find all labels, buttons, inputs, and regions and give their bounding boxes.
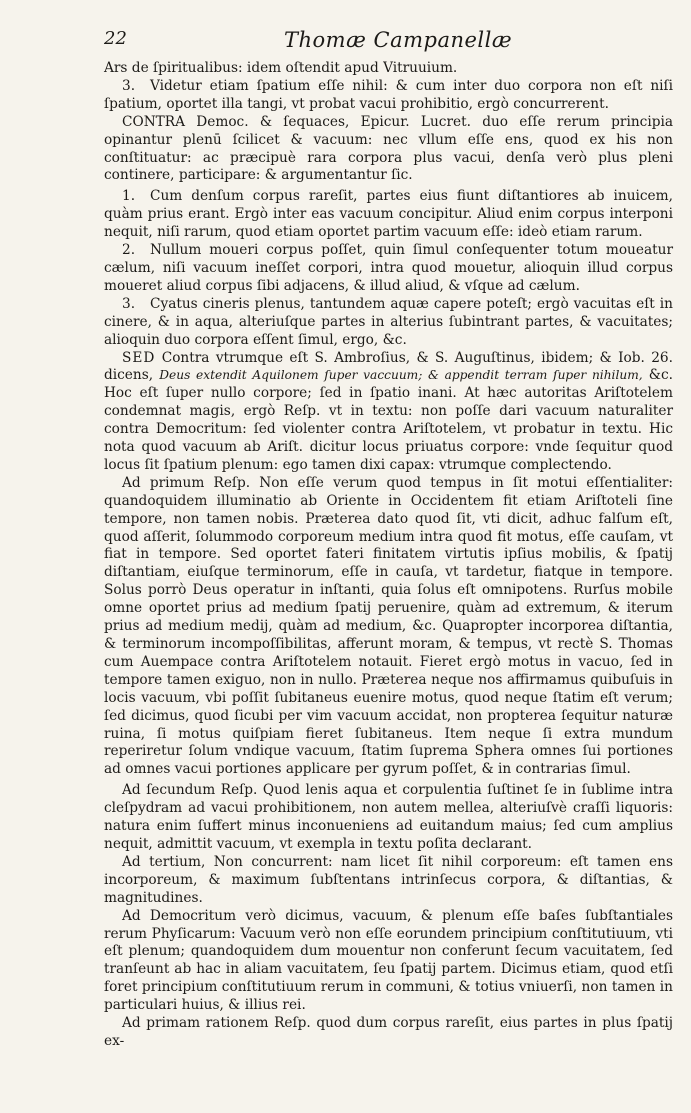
numbered-paragraph <box>104 296 673 350</box>
paragraph-text: Cum denſum corpus rareſit, partes eius fiunt diſtantiores ab inuicem, quàm prius erant. Ergò inter eas vacuum concipitur. Aliud enim corpus interponi nequit, niſi rarum, quod etiam oportet partim vacuum eſſe: ideò etiam rarum. <box>104 188 673 241</box>
paragraph-text: Cyatus cineris plenus, tantundem aquæ capere poteſt; ergò vacuitas eſt in cinere, & in aqua, alteriuſque partes in alterius ſubintrant partes, & vacuitates; alioquin duo corpora eſſent ſimul, ergo, &c. <box>104 295 673 348</box>
sed-label: SED <box>122 349 156 366</box>
running-title: Thomæ Campanellæ <box>284 28 513 52</box>
body-text <box>104 60 673 1051</box>
paragraph-text: Videtur etiam ſpatium eſſe nihil: & cum inter duo corpora non eſt niſi ſpatium, oportet illa tangi, vt probat vacui prohibitio, ergò concurrerent. <box>104 77 673 112</box>
paragraph <box>104 350 673 475</box>
scripture-quote: Deus extendit Aquilonem ſuper vaccuum; & appendit terram ſuper nihilum, <box>159 368 643 383</box>
numbered-paragraph <box>104 188 673 242</box>
paragraph-text: Contra vtrumque eſt S. Ambroſius, & S. Auguſtinus, ibidem; & Iob. 26. dicens, <box>104 349 673 384</box>
paragraph: Ad tertium, Non concurrent: nam licet ſit nihil corporeum: eſt tamen ens incorporeum, & maximum ſubſtentans intrinſecus corpora, & diſtantias, & magnitudines. <box>104 853 673 906</box>
paragraph: Ad primam rationem Reſp. quod dum corpus rareſit, eius partes in plus ſpatij ex- <box>104 1015 673 1049</box>
paragraph: CONTRA Democ. & ſequaces, Epicur. Lucret. duo eſſe rerum principia opinantur plenū ſcilicet & vacuum: nec vllum eſſe ens, quod ex his non conſtituatur: ac præcipuè rara corpora plus vacui, denſa verò plus pleni continere, participare: & argumentantur ſic. <box>104 113 673 184</box>
paragraph: Ad ſecundum Reſp. Quod lenis aqua et corpulentia ſuſtinet ſe in ſublime intra cleſpydram ad vacui prohibitionem, non autem mellea, alteriuſvè craſſi liquoris: natura enim ſuffert minus inconueniens ad euitandum maius; ſed cum amplius nequit, admittit vacuum, vt exempla in textu poſita declarant. <box>104 782 673 852</box>
paragraph: Ad Democritum verò dicimus, vacuum, & plenum eſſe baſes ſubſtantiales rerum Phyſicarum: Vacuum verò non eſſe eorundem principium conſtitutiuum, vti eſt plenum; quandoquidem dum mouentur non conferunt ſecum vacuitatem, ſed tranſeunt ab hac in aliam vacuitatem, ſeu ſpatij partem. Dicimus etiam, quod etſi foret principium conſtitutiuum rerum in communi, & totius vniuerſi, non tamen in particulari huius, & illius rei. <box>104 907 673 1014</box>
paragraph-number: 1. <box>122 188 136 205</box>
page-number: 22 <box>104 28 127 49</box>
paragraph-text: &c. Hoc eſt ſuper nullo corpore; ſed in ſpatio inani. At hæc autoritas Ariſtotelem condemnat magis, ergò Reſp. vt in textu: non poſſe dari vacuum naturaliter contra Democritum: ſed violenter contra Ariſtotelem, vt probatur in textu. Hic nota quod vacuum ab Ariſt. dicitur locus priuatus corpore: vnde ſequitur quod locus ſit ſpatium plenum: ego tamen dixi capax: vtrumque complectendo. <box>104 367 673 473</box>
paragraph-number: 2. <box>122 242 136 259</box>
paragraph-number: 3. <box>122 77 136 94</box>
numbered-paragraph <box>104 78 673 114</box>
paragraph: Ad primum Reſp. Non eſſe verum quod tempus in ſit motui eſſentialiter: quandoquidem illuminatio ab Oriente in Occidentem fit etiam Ariſtoteli ſine tempore, non tamen nobis. Præterea dato quod ſit, vti dicit, adhuc falſum eſt, quod aſſerit, ſolummodo corporeum medium intra quod fit motus, eſſe cauſam, vt fiat in tempore. Sed oportet fateri finitatem virtutis ipſius mobilis, & ſpatij diſtantiam, eiuſque terminorum, eſſe in cauſa, vt tardetur, fiatque in tempore. Solus porrò Deus operatur in inſtanti, quia ſolus eſt omnipotens. Rurſus mobile omne oportet prius ad medium ſpatij peruenire, quàm ad extremum, & iterum prius ad medium medij, quàm ad medium, &c. Quapropter incorporea diſtantia, & terminorum incompoſſibilitas, afferunt moram, & tempus, vt rectè S. Thomas cum Auempace contra Ariſtotelem notauit. Fieret ergò motus in vacuo, ſed in tempore tamen exiguo, non in nullo. Præterea neque nos affirmamus quibuſuis in locis vacuum, vbi poſſit ſubitaneus euenire motus, quod neque ſtatim eſt verum; ſed dicimus, quod ſicubi per vim vacuum accidat, non propterea ſequitur naturæ ruina, ſi motus quiſpiam fieret ſubitaneus. Item neque ſi extra mundum reperiretur ſolum vndique vacuum, ſtatim ſuprema Sphera omnes ſui portiones ad omnes vacui portiones applicare per gyrum poſſet, & in contrarias ſimul. <box>104 474 673 778</box>
paragraph-text: Nullum moueri corpus poſſet, quin ſimul conſequenter totum moueatur cælum, niſi vacuum ineſſet corpori, intra quod mouetur, alioquin illud corpus moueret aliud corpus ſibi adjacens, & illud aliud, & vſque ad cælum. <box>104 242 673 294</box>
paragraph: Ars de ſpiritualibus: idem oſtendit apud Vitruuium. <box>104 60 458 76</box>
paragraph-number: 3. <box>122 295 136 312</box>
page-header <box>104 28 673 60</box>
numbered-paragraph <box>104 242 673 296</box>
